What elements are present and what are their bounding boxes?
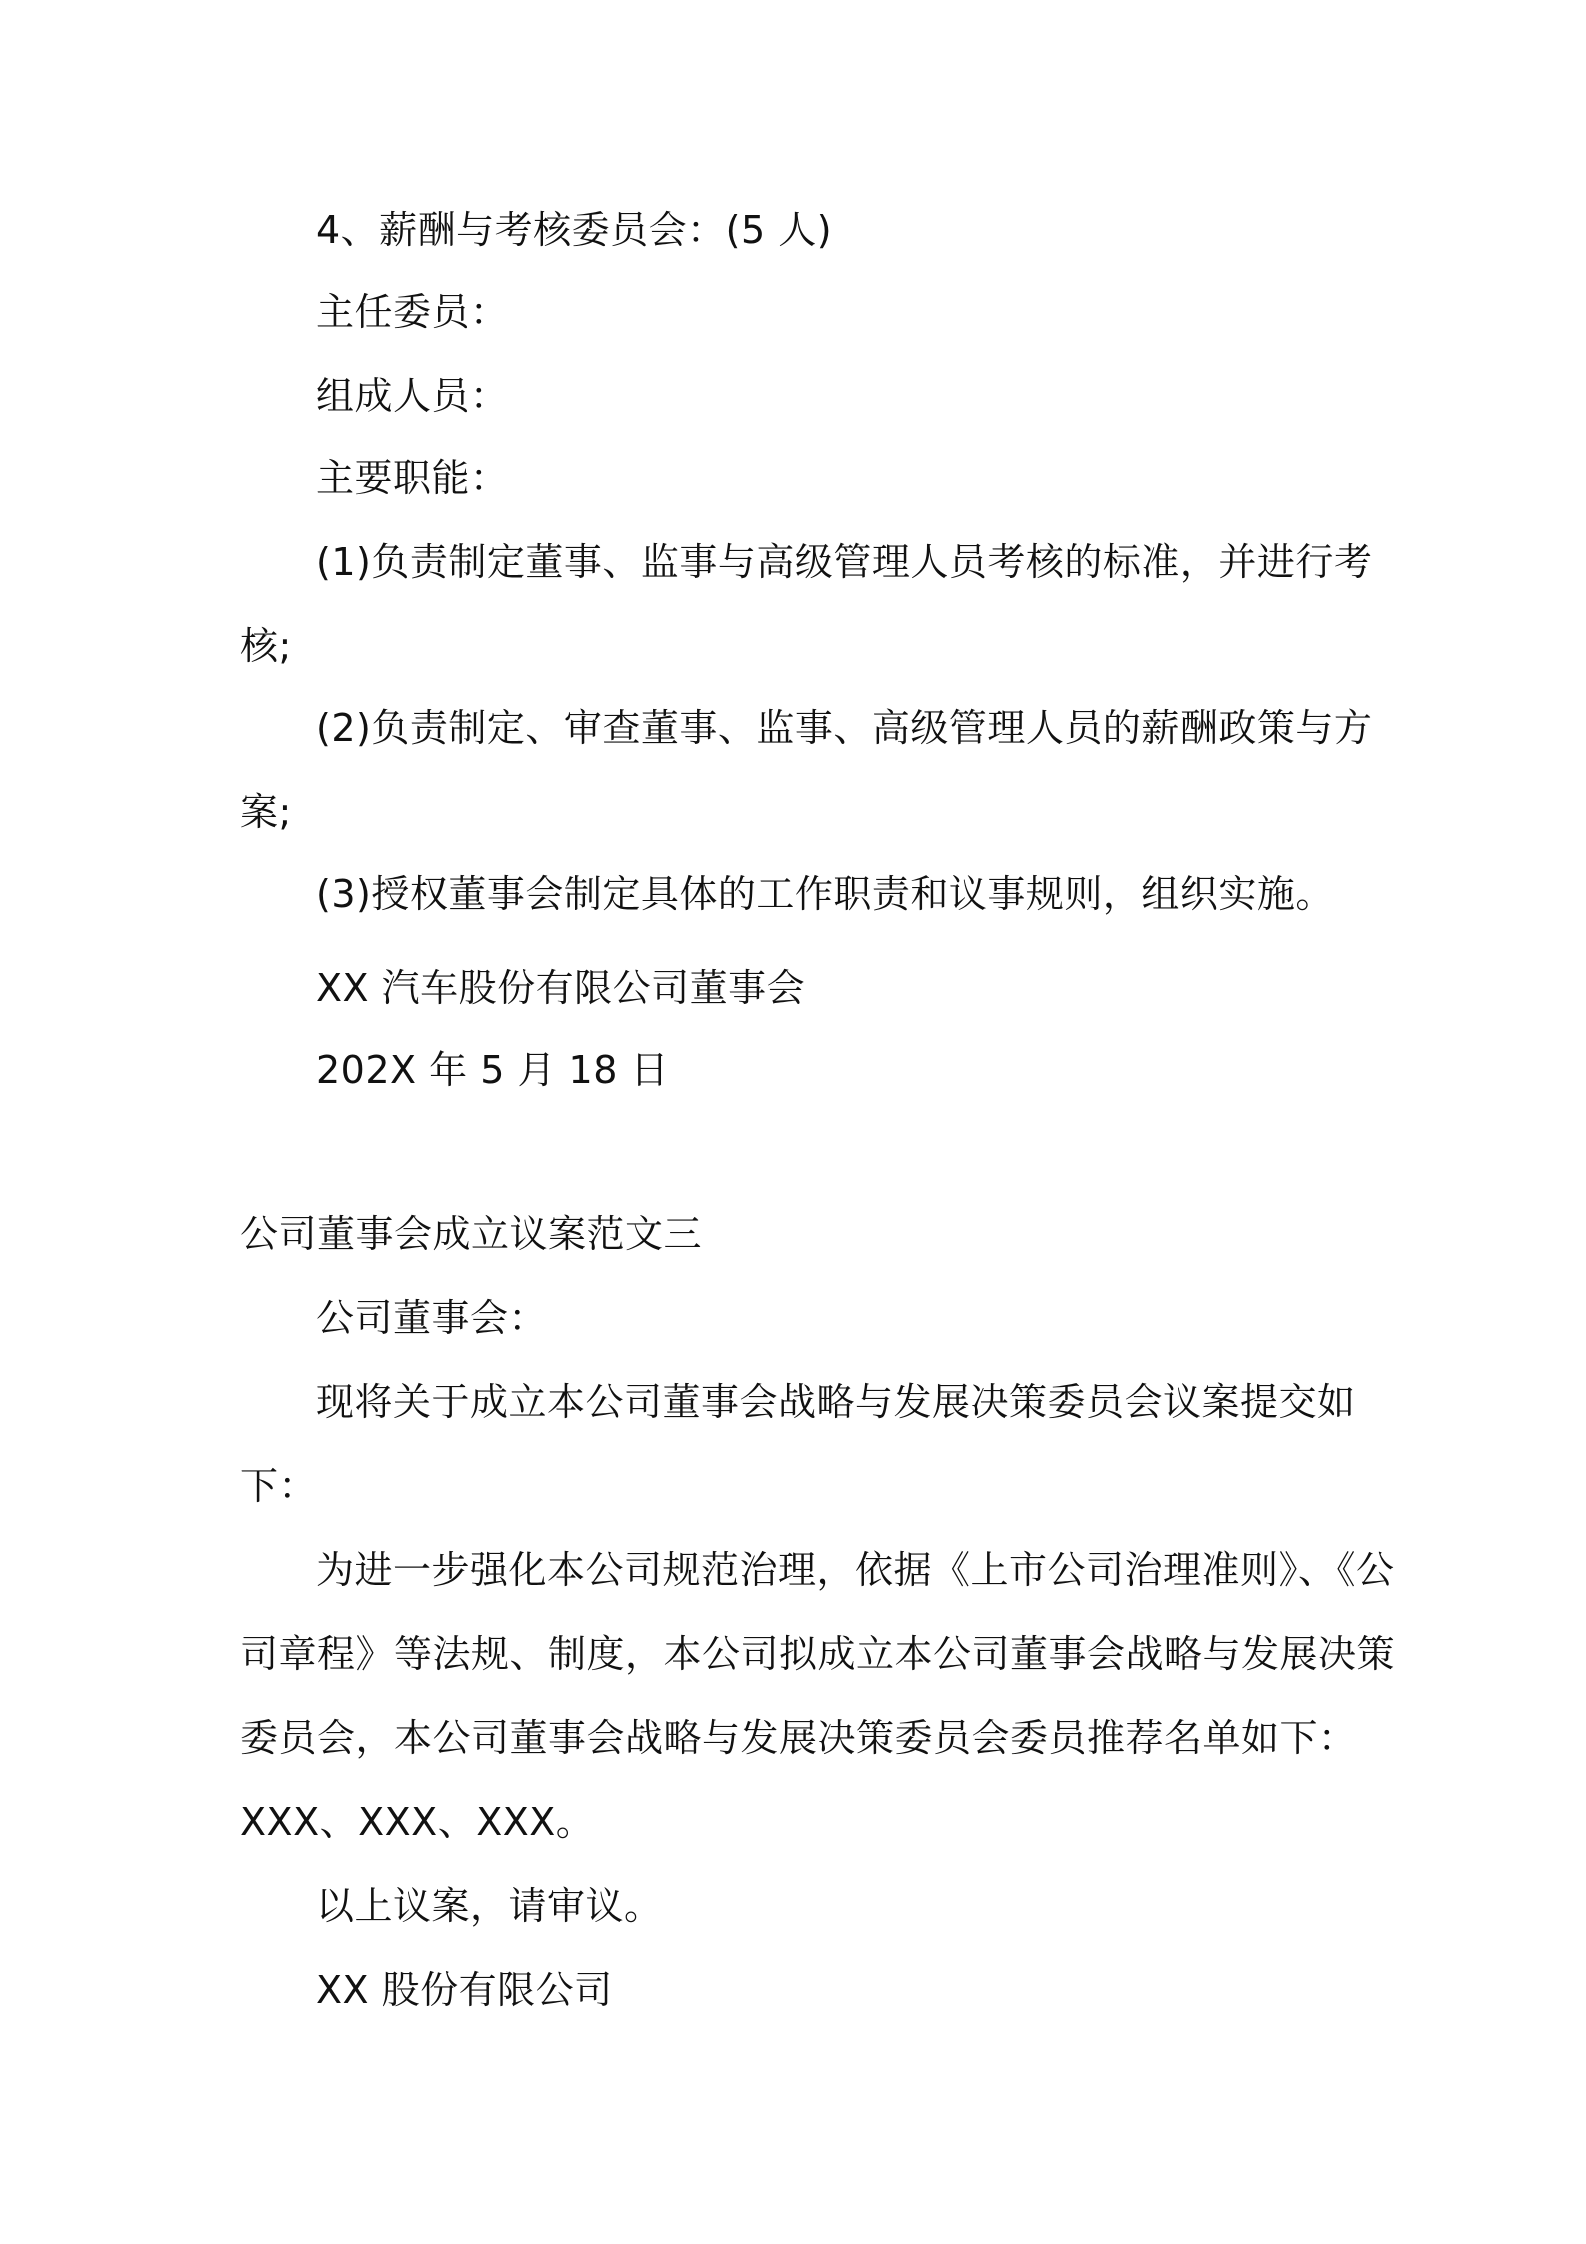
signature-company: XX 汽车股份有限公司董事会 (316, 966, 806, 1010)
body-paragraph-line-1: 为进一步强化本公司规范治理，依据《上市公司治理准则》、《公 (316, 1548, 1395, 1592)
committee-heading: 4、薪酬与考核委员会：(5 人) (316, 208, 833, 252)
function-item-2-line-1: (2)负责制定、审查董事、监事、高级管理人员的薪酬政策与方 (316, 706, 1373, 750)
function-item-2-line-2: 案; (240, 790, 292, 834)
function-item-1-line-1: (1)负责制定董事、监事与高级管理人员考核的标准，并进行考 (316, 540, 1373, 584)
nominee-list: XXX、XXX、XXX。 (240, 1800, 595, 1844)
signature-date: 202X 年 5 月 18 日 (316, 1048, 669, 1092)
salutation: 公司董事会： (316, 1296, 548, 1340)
body-paragraph-line-3: 委员会，本公司董事会战略与发展决策委员会委员推荐名单如下： (240, 1716, 1357, 1760)
intro-line-2: 下： (240, 1464, 318, 1508)
function-item-3: (3)授权董事会制定具体的工作职责和议事规则，组织实施。 (316, 872, 1334, 916)
section-title: 公司董事会成立议案范文三 (240, 1212, 703, 1256)
functions-label: 主要职能： (316, 456, 509, 500)
members-label: 组成人员： (316, 374, 509, 418)
function-item-1-line-2: 核; (240, 624, 292, 668)
intro-line-1: 现将关于成立本公司董事会战略与发展决策委员会议案提交如 (316, 1380, 1356, 1424)
chair-member-label: 主任委员： (316, 290, 509, 334)
closing-company: XX 股份有限公司 (316, 1968, 613, 2012)
closing-request: 以上议案，请审议。 (316, 1884, 663, 1928)
body-paragraph-line-2: 司章程》等法规、制度，本公司拟成立本公司董事会战略与发展决策 (240, 1632, 1396, 1676)
